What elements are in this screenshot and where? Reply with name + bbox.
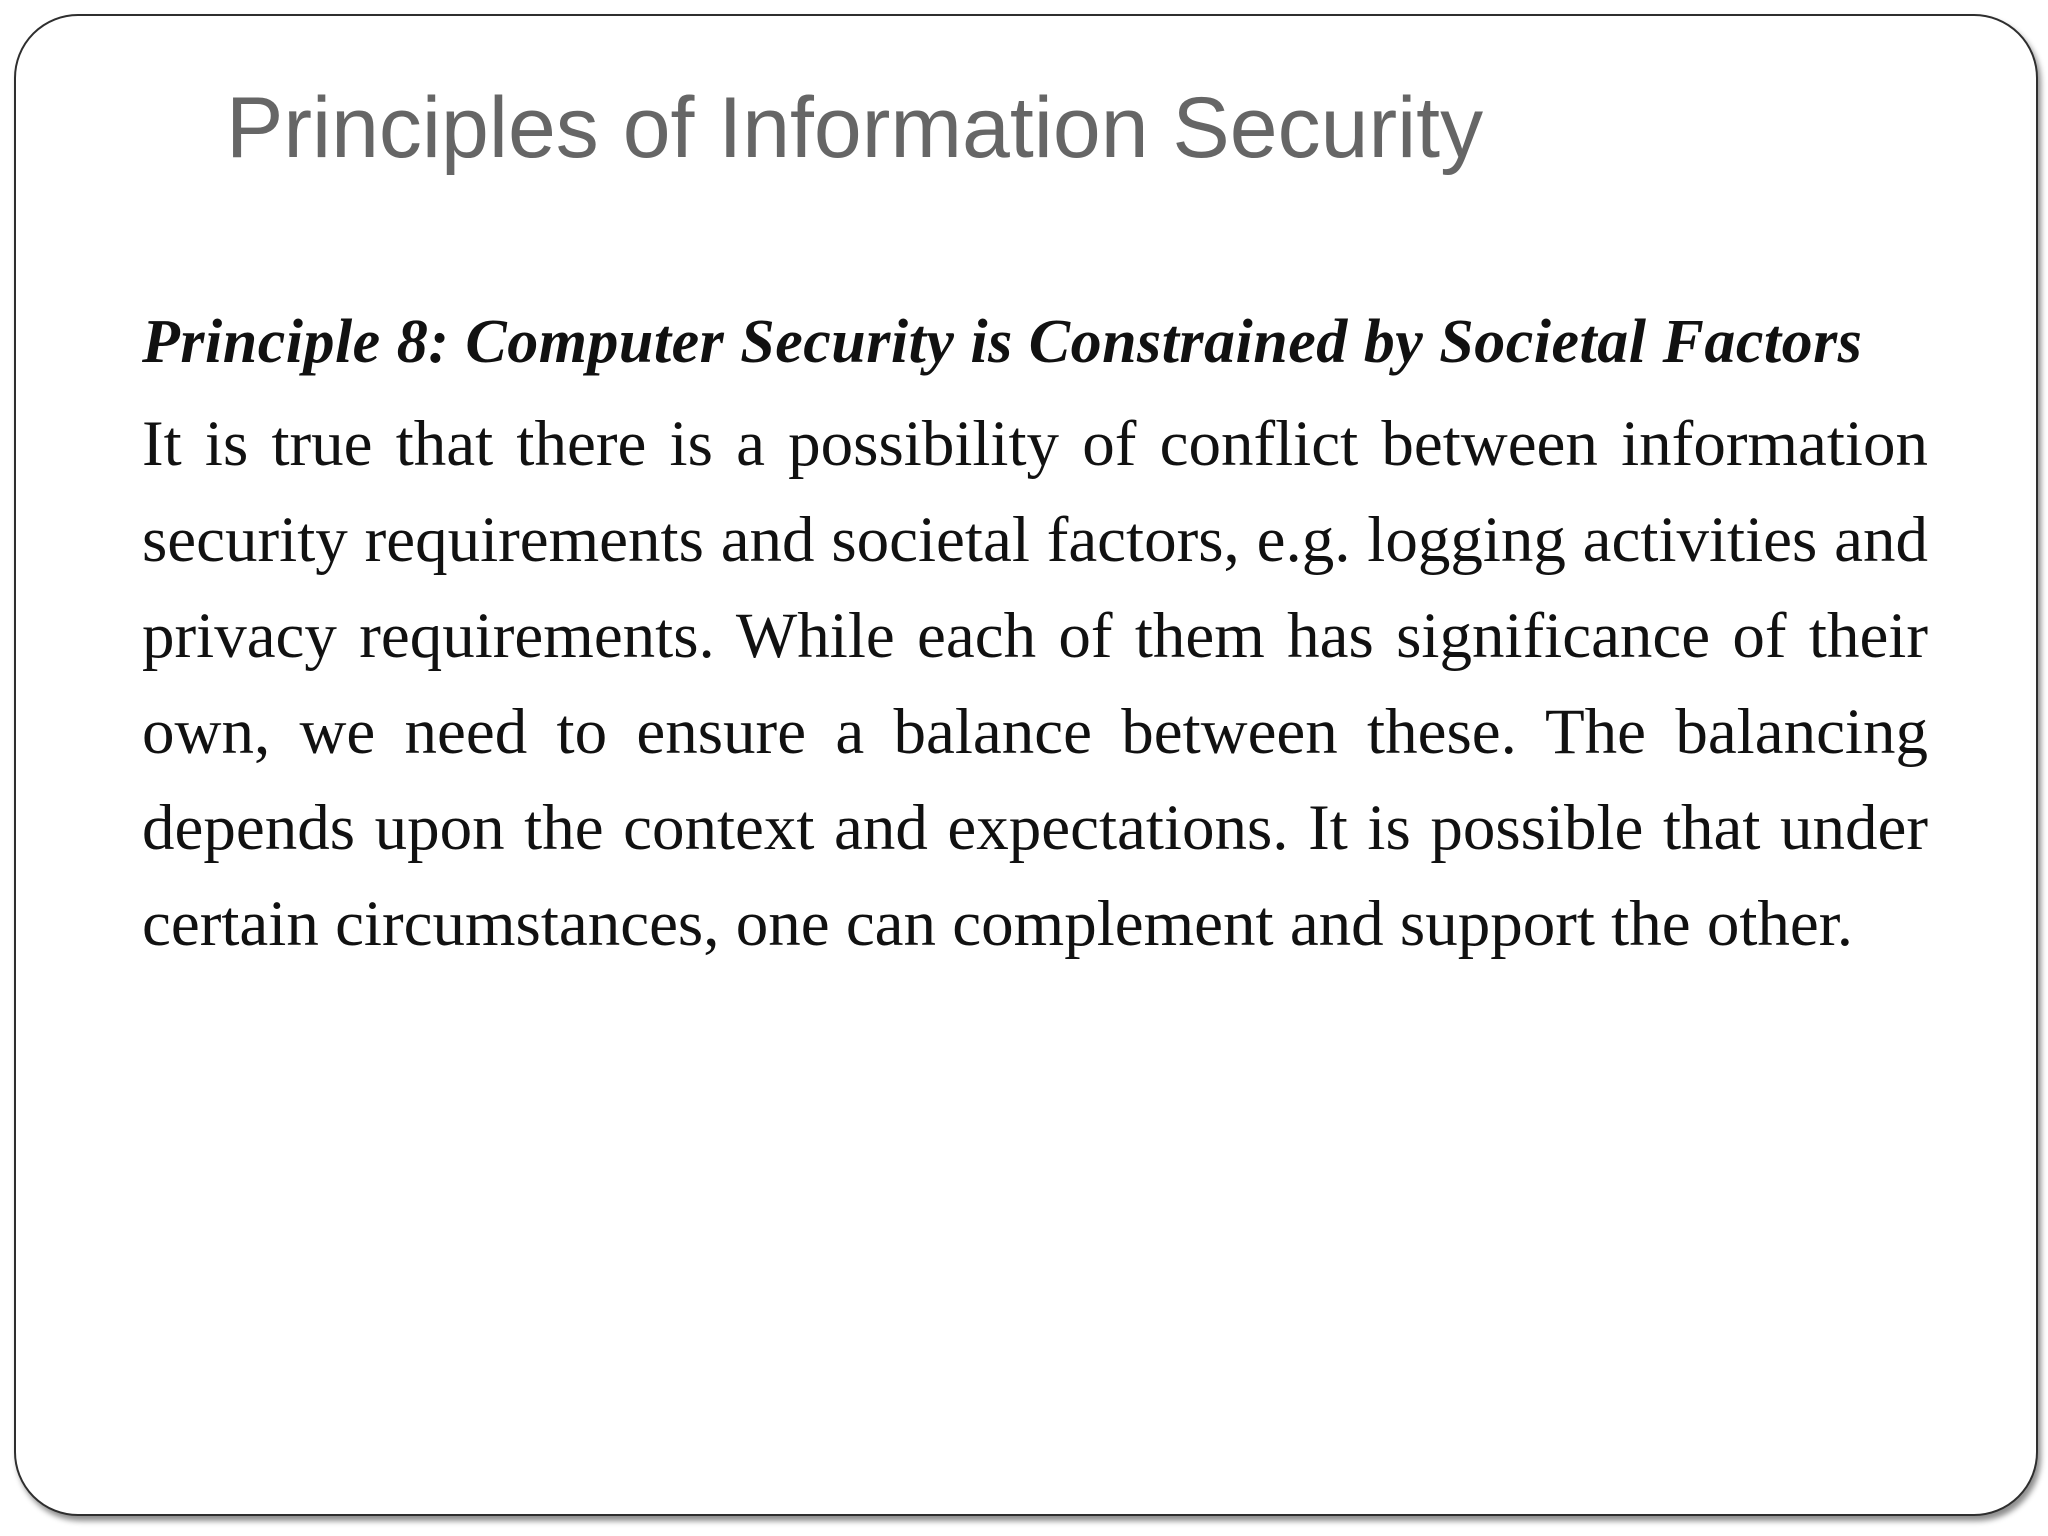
- principle-heading: Principle 8: Computer Security is Constrained by Societal Factors: [142, 308, 1863, 376]
- principle-body-text: It is true that there is a possibility of conflict between information security requirements and societal factors, e.g. logging activities and privacy requirements. While each of them has significance of their own, we need to ensure a balance between these. The balancing depends upon the context and expectations. It is possible that under certain circumstances, one can complement and support the other.: [142, 408, 1928, 960]
- slide-content: [142, 294, 1928, 972]
- slide-title: Principles of Information Security: [226, 80, 1484, 176]
